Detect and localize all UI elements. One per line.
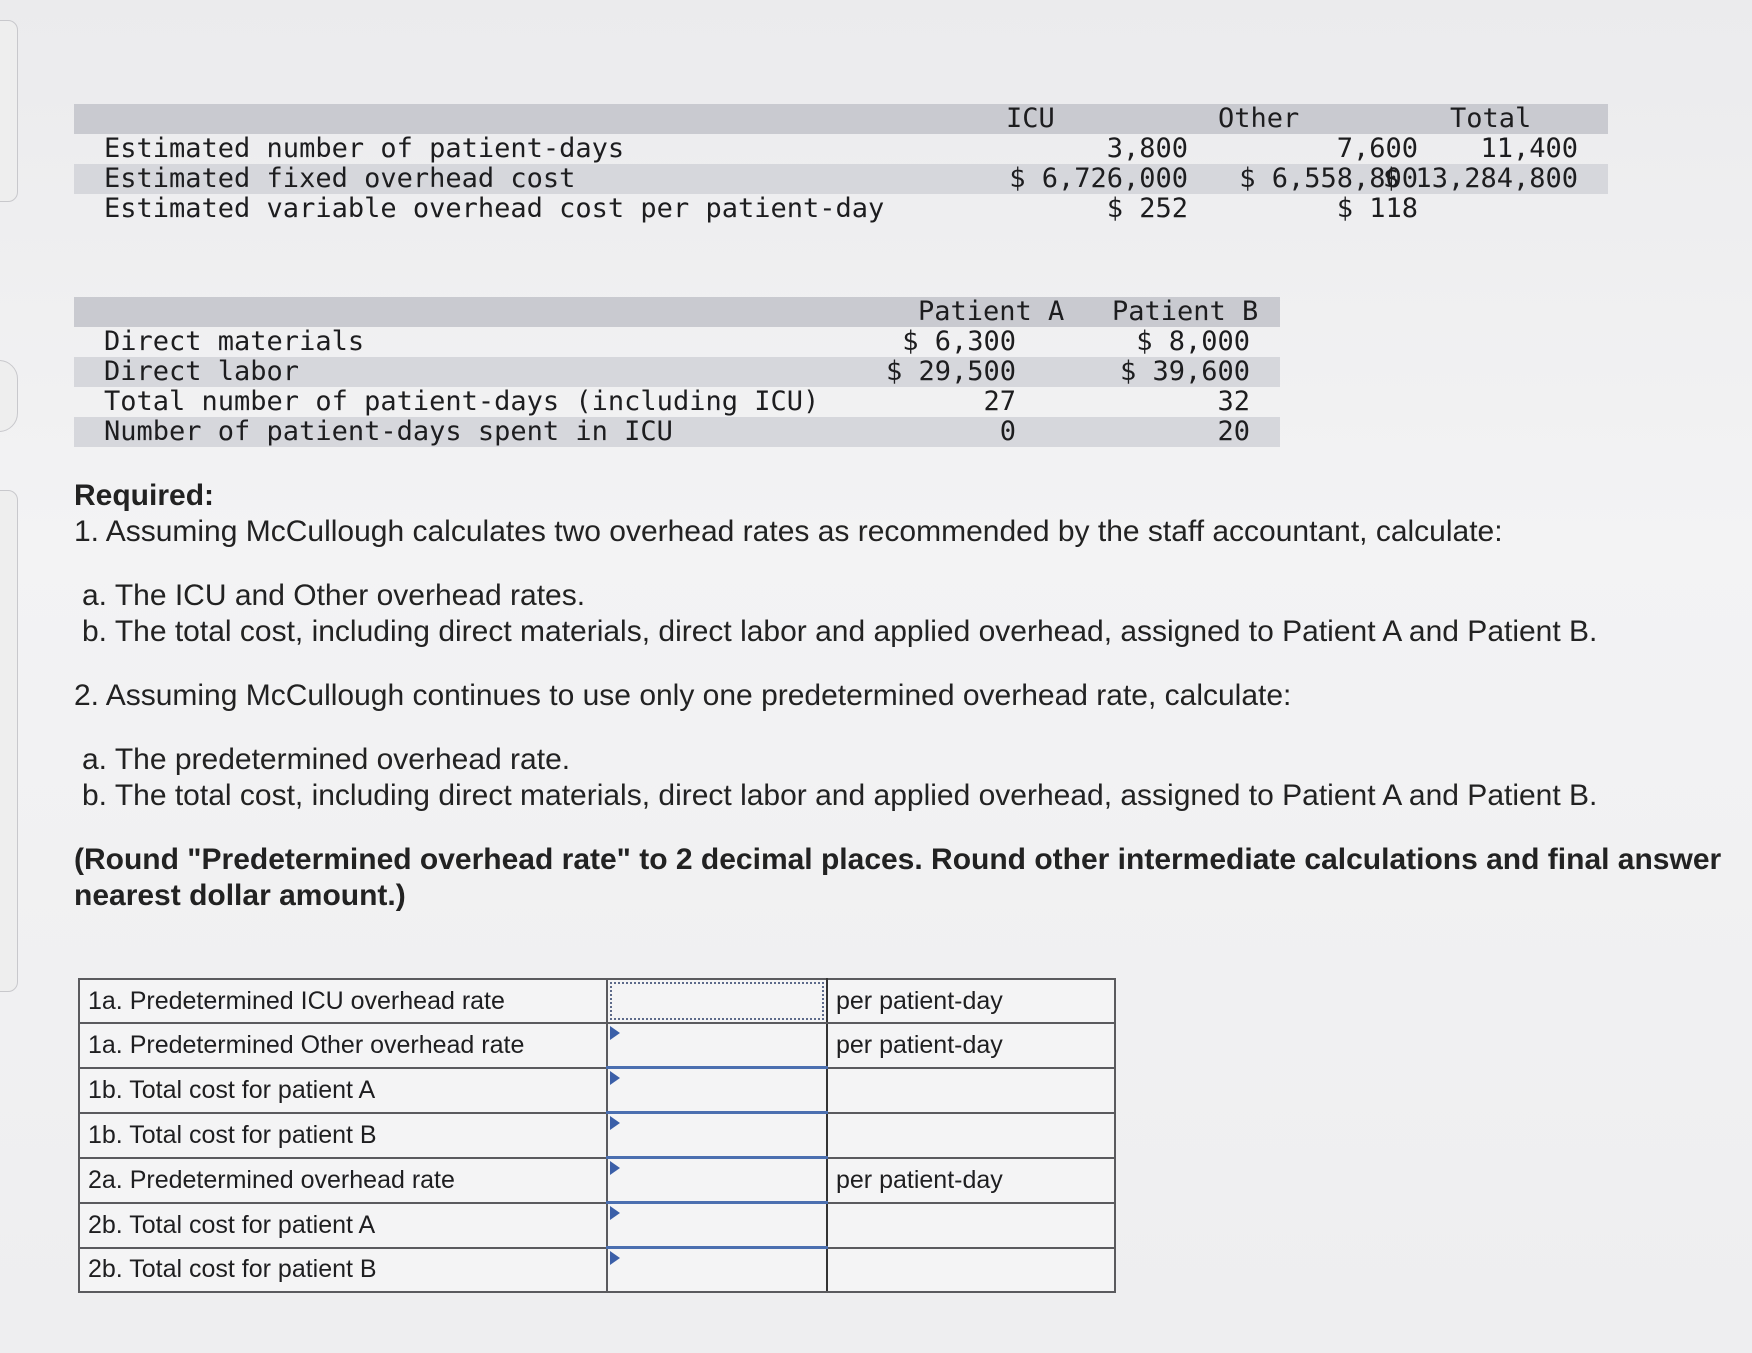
answer-input-cell[interactable]	[607, 1068, 827, 1113]
other-rate-input[interactable]	[608, 1025, 826, 1065]
patient-a-value: 0	[999, 416, 1016, 447]
rounding-note-line-2: nearest dollar amount.)	[74, 879, 406, 912]
patient-row-icu-days	[74, 417, 1280, 447]
left-edge-handle[interactable]	[0, 360, 18, 432]
question-1: 1. Assuming McCullough calculates two overhead rates as recommended by the staff accountant, calculate:	[74, 515, 1503, 548]
answer-unit: per patient-day	[827, 1158, 1115, 1203]
overhead-table-header-band	[74, 104, 1608, 134]
answer-table	[78, 978, 1116, 1293]
answer-row	[79, 1248, 1115, 1293]
question-1b: b. The total cost, including direct materials, direct labor and applied overhead, assigned to Patient A and Patient B.	[82, 615, 1598, 648]
patient-b-value: 32	[1217, 386, 1250, 417]
patient-row-direct-materials	[74, 327, 1280, 357]
answer-label: 1a. Predetermined ICU overhead rate	[79, 979, 607, 1023]
patient-cost-table	[74, 297, 1280, 449]
question-2a: a. The predetermined overhead rate.	[82, 743, 571, 776]
answer-unit: per patient-day	[827, 979, 1115, 1023]
row-label: Estimated variable overhead cost per patient-day	[104, 193, 885, 224]
answer-label: 2b. Total cost for patient A	[79, 1203, 607, 1248]
input-marker-icon	[610, 1116, 620, 1130]
single-rate-input[interactable]	[608, 1160, 826, 1200]
header-total: Total	[1450, 103, 1532, 134]
total-value: 11,400	[1480, 133, 1578, 164]
header-patient-a: Patient A	[918, 296, 1065, 327]
overhead-row-fixed-cost	[74, 164, 1608, 194]
answer-input-cell[interactable]	[607, 1248, 827, 1293]
question-2b: b. The total cost, including direct materials, direct labor and applied overhead, assigned to Patient A and Patient B.	[82, 779, 1598, 812]
answer-unit	[827, 1248, 1115, 1293]
patient-a-value: 27	[983, 386, 1016, 417]
answer-input-cell[interactable]	[607, 1023, 827, 1068]
answer-unit: per patient-day	[827, 1023, 1115, 1068]
total-value: $ 13,284,800	[1382, 163, 1578, 194]
question-1a: a. The ICU and Other overhead rates.	[82, 579, 586, 612]
row-label: Total number of patient-days (including ICU)	[104, 386, 820, 417]
total-cost-1a-input[interactable]	[608, 1070, 826, 1110]
patient-a-value: $ 6,300	[902, 326, 1016, 357]
input-marker-icon	[610, 1206, 620, 1220]
answer-input-cell[interactable]	[607, 1113, 827, 1158]
patient-a-value: $ 29,500	[885, 356, 1016, 387]
answer-row	[79, 979, 1115, 1023]
row-label: Direct materials	[104, 326, 365, 357]
answer-label: 1b. Total cost for patient A	[79, 1068, 607, 1113]
overhead-row-variable-cost	[74, 194, 1608, 224]
icu-rate-input[interactable]	[608, 981, 826, 1021]
answer-row	[79, 1068, 1115, 1113]
overhead-row-patient-days	[74, 134, 1608, 164]
answer-row	[79, 1203, 1115, 1248]
answer-label: 2b. Total cost for patient B	[79, 1248, 607, 1293]
patient-row-direct-labor	[74, 357, 1280, 387]
header-patient-b: Patient B	[1112, 296, 1259, 327]
row-label: Estimated fixed overhead cost	[104, 163, 576, 194]
icu-value: $ 252	[1106, 193, 1188, 224]
input-marker-icon	[610, 1161, 620, 1175]
answer-input-cell[interactable]	[607, 979, 827, 1023]
row-label: Direct labor	[104, 356, 300, 387]
answer-row	[79, 1113, 1115, 1158]
left-edge-panel-lower	[0, 490, 18, 992]
input-marker-icon	[610, 1071, 620, 1085]
patient-b-value: $ 39,600	[1119, 356, 1250, 387]
other-value: $ 6,558,800	[1239, 163, 1418, 194]
input-marker-icon	[610, 1026, 620, 1040]
overhead-estimates-table	[74, 104, 1608, 234]
input-marker-icon	[610, 1251, 620, 1265]
header-icu: ICU	[1006, 103, 1055, 134]
other-value: 7,600	[1336, 133, 1418, 164]
patient-table-header-band	[74, 297, 1280, 327]
total-cost-2a-input[interactable]	[608, 1205, 826, 1245]
total-cost-2b-input[interactable]	[608, 1250, 826, 1290]
patient-b-value: 20	[1217, 416, 1250, 447]
answer-unit	[827, 1113, 1115, 1158]
header-other: Other	[1218, 103, 1300, 134]
required-instructions	[74, 478, 1734, 914]
icu-value: $ 6,726,000	[1009, 163, 1188, 194]
question-2: 2. Assuming McCullough continues to use only one predetermined overhead rate, calculate:	[74, 679, 1292, 712]
answer-unit	[827, 1203, 1115, 1248]
row-label: Number of patient-days spent in ICU	[104, 416, 673, 447]
total-cost-1b-input[interactable]	[608, 1115, 826, 1155]
answer-input-cell[interactable]	[607, 1203, 827, 1248]
answer-input-cell[interactable]	[607, 1158, 827, 1203]
row-label: Estimated number of patient-days	[104, 133, 625, 164]
answer-row	[79, 1023, 1115, 1068]
other-value: $ 118	[1336, 193, 1418, 224]
answer-label: 1b. Total cost for patient B	[79, 1113, 607, 1158]
answer-label: 1a. Predetermined Other overhead rate	[79, 1023, 607, 1068]
left-edge-panel	[0, 20, 18, 202]
icu-value: 3,800	[1106, 133, 1188, 164]
rounding-note-line-1: (Round "Predetermined overhead rate" to 2 decimal places. Round other intermediate calculations and final answer	[74, 843, 1722, 876]
answer-unit	[827, 1068, 1115, 1113]
patient-row-total-days	[74, 387, 1280, 417]
answer-row	[79, 1158, 1115, 1203]
answer-label: 2a. Predetermined overhead rate	[79, 1158, 607, 1203]
required-heading: Required:	[74, 479, 215, 512]
patient-b-value: $ 8,000	[1136, 326, 1250, 357]
